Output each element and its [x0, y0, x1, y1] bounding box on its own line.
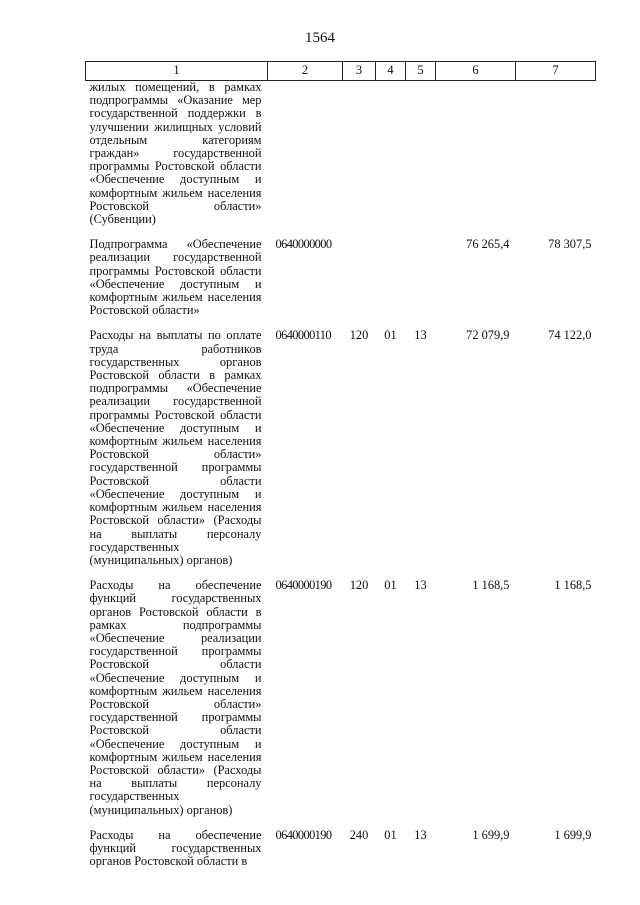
row-expense-type: 120 [349, 328, 369, 343]
row-amount-2: 74 122,0 [548, 328, 592, 343]
column-header: 7 [516, 62, 596, 81]
row-section: 01 [384, 328, 397, 343]
column-header: 4 [376, 62, 406, 81]
row-description: Расходы на обеспечение функций государственных органов Ростовской области в рамках подпрограммы «Обеспечение реализации государственной программы Ростовской области «Обеспечение доступным и комфортным жильем населения Ростовской области» государственной программы Ростовской области «Обеспечение доступным и комфортным жильем населения Ростовской области» (Расходы на выплаты персоналу государственных (муниципальных) органов) [89, 578, 262, 817]
row-code: 0640000190 [275, 578, 332, 593]
row-subsection: 13 [414, 328, 427, 343]
table-row [86, 829, 596, 869]
row-amount-2: 1 699,9 [554, 827, 592, 842]
row-expense-type: 240 [349, 827, 369, 842]
row-amount-1 [436, 81, 516, 239]
row-expense-type [343, 238, 376, 329]
row-subsection [406, 238, 436, 329]
column-header: 1 [86, 62, 268, 81]
row-amount-2 [516, 81, 596, 239]
row-code: 0640000110 [275, 328, 331, 343]
row-code: 0640000190 [275, 827, 332, 842]
row-amount-2: 1 168,5 [554, 578, 592, 593]
row-description: Подпрограмма «Обеспечение реализации государственной программы Ростовской области «Обеспечение доступным и комфортным жильем населения Ростовской области» [89, 237, 262, 318]
table-row [86, 329, 596, 579]
row-code [268, 81, 343, 239]
page-number: 1564 [305, 30, 335, 46]
row-section [376, 238, 406, 329]
column-header: 6 [436, 62, 516, 81]
row-description: Расходы на выплаты по оплате труда работников государственных органов Ростовской области в рамках подпрограммы «Обеспечение реализации государственной программы Ростовской области «Обеспечение доступным и комфортным жильем населения Ростовской области» государственной программы Ростовской области «Обеспечение доступным и комфортным жильем населения Ростовской области» (Расходы на выплаты персоналу государственных (муниципальных) органов) [89, 328, 262, 567]
row-section: 01 [384, 578, 397, 593]
row-amount-1: 1 699,9 [472, 827, 510, 842]
row-amount-1: 76 265,4 [466, 237, 510, 252]
table-header-row [86, 62, 596, 81]
row-amount-1: 72 079,9 [466, 328, 510, 343]
row-description: Расходы на обеспечение функций государственных органов Ростовской области в [89, 827, 262, 869]
row-description: жилых помещений, в рамках подпрограммы «Оказание мер государственной поддержки в улучшении жилищных условий отдельным категориям граждан» государственной программы Ростовской области «Обеспечение доступным и комфортным жильем населения Ростовской области» (Субвенции) [89, 80, 262, 227]
row-section: 01 [384, 827, 397, 842]
column-header: 5 [406, 62, 436, 81]
row-section [376, 81, 406, 239]
row-expense-type: 120 [349, 578, 369, 593]
row-subsection: 13 [414, 578, 427, 593]
row-expense-type [343, 81, 376, 239]
row-subsection [406, 81, 436, 239]
budget-table [85, 61, 596, 868]
column-header: 3 [343, 62, 376, 81]
row-amount-1: 1 168,5 [472, 578, 510, 593]
row-amount-2: 78 307,5 [548, 237, 592, 252]
table-row [86, 238, 596, 329]
table-row [86, 579, 596, 829]
row-subsection: 13 [414, 827, 427, 842]
row-code: 0640000000 [275, 237, 332, 252]
table-row [86, 81, 596, 239]
column-header: 2 [268, 62, 343, 81]
